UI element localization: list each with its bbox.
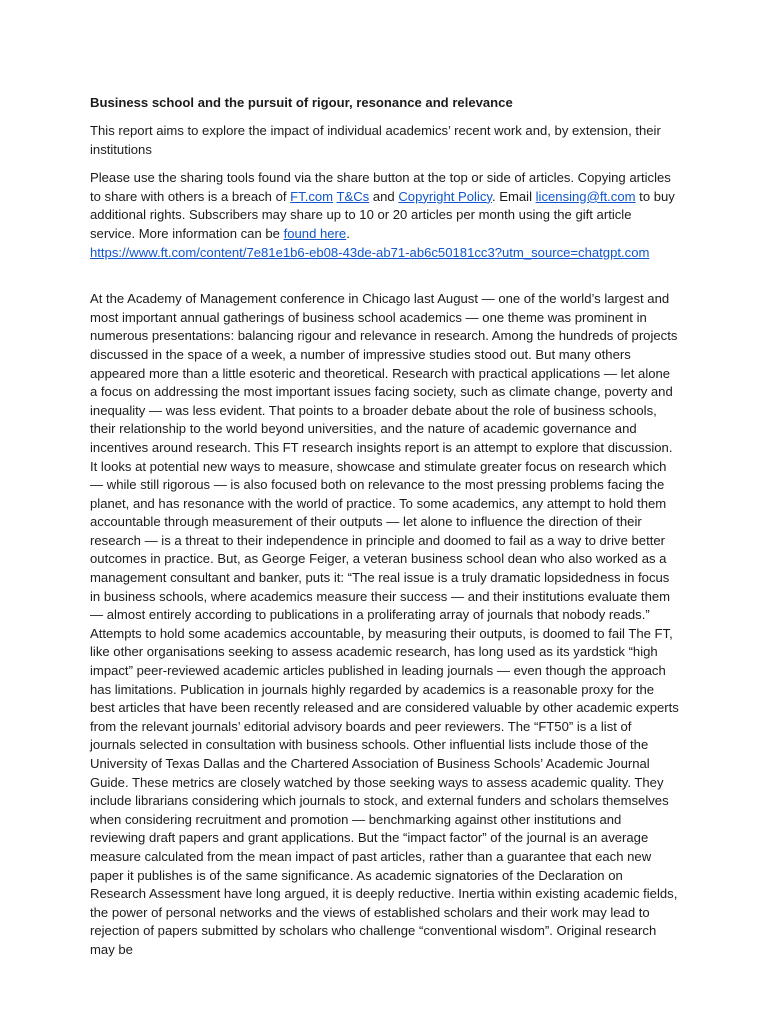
paragraph-spacer [90,272,680,290]
sharing-paragraph [90,169,680,262]
document-title: Business school and the pursuit of rigour, resonance and relevance [90,95,513,110]
intro-paragraph: This report aims to explore the impact of individual academics’ recent work and, by extension, their institutions [90,123,661,157]
sharing-text-2: . Email [491,188,536,204]
article-url-link[interactable]: https://www.ft.com/content/7e81e1b6-eb08-43de-ab71-ab6c50181cc3?utm_source=chatgpt.com [90,244,650,260]
tcs-link[interactable]: T&Cs [336,188,370,204]
found-here-link[interactable]: found here [283,225,347,241]
copyright-policy-link[interactable]: Copyright Policy [398,188,492,204]
sharing-text-3: to buy additional rights. Subscribers may share up to 10 or 20 articles per month using the gift article service. More information can be [90,188,675,241]
body-paragraph: At the Academy of Management conference in Chicago last August — one of the world’s largest and most important annual gatherings of business school academics — one theme was prominent in numerous presentations: balancing rigour and relevance in research. Among the hundreds of projects discussed in the space of a week, a number of impressive studies stood out. But many others appeared more than a little esoteric and theoretical. Research with practical applications — let alone a focus on addressing the most important issues facing society, such as climate change, poverty and inequality — was less evident. That points to a broader debate about the role of business schools, their relationship to the world beyond universities, and the nature of academic governance and incentives around research. This FT research insights report is an attempt to explore that discussion. It looks at potential new ways to measure, showcase and stimulate greater focus on research which — while still rigorous — is also focused both on relevance to the most pressing problems facing the planet, and has resonance with the world of practice. To some academics, any attempt to hold them accountable through measurement of their outputs — let alone to influence the direction of their research — is a threat to their independence in principle and doomed to fail as a way to drive better outcomes in practice. But, as George Feiger, a veteran business school dean who also worked as a management consultant and banker, puts it: “The real issue is a truly dramatic lopsidedness in focus in business schools, where academics measure their success — and their institutions evaluate them — almost entirely according to publications in a proliferating array of journals that nobody reads.” Attempts to hold some academics accountable, by measuring their outputs, is doomed to fail The FT, like other organisations seeking to assess academic research, has long used as its yardstick “high impact” peer-reviewed academic articles published in leading journals — even though the approach has limitations. Publication in journals highly regarded by academics is a reasonable proxy for the best articles that have been recently released and are considered valuable by other academic experts from the relevant journals’ editorial advisory boards and peer reviewers. The “FT50” is a list of journals selected in consultation with business schools. Other influential lists include those of the University of Texas Dallas and the Chartered Association of Business Schools’ Academic Journal Guide. These metrics are closely watched by those seeking ways to assess academic quality. They include librarians considering which journals to stock, and external funders and scholars themselves when considering recruitment and promotion — benchmarking against other institutions and reviewing draft papers and grant applications. But the “impact factor” of the journal is an average measure calculated from the mean impact of past articles, rather than a guarantee that each new paper it publishes is of the same significance. As academic signatories of the Declaration on Research Assessment have long argued, it is deeply reductive. Inertia within existing academic fields, the power of personal networks and the views of established scholars and their work may lead to rejection of papers submitted by scholars who challenge “conventional wisdom”. Original research may be [90,291,679,957]
sharing-text-1: Please use the sharing tools found via the share button at the top or side of articles. Copying articles to share with others is a breach of [90,170,671,204]
document-page [90,94,680,960]
ftcom-link[interactable]: FT.com [290,188,334,204]
sharing-text-4: . [346,225,350,241]
licensing-email-link[interactable]: licensing@ft.com [535,188,636,204]
sharing-and-text: and [369,188,399,204]
